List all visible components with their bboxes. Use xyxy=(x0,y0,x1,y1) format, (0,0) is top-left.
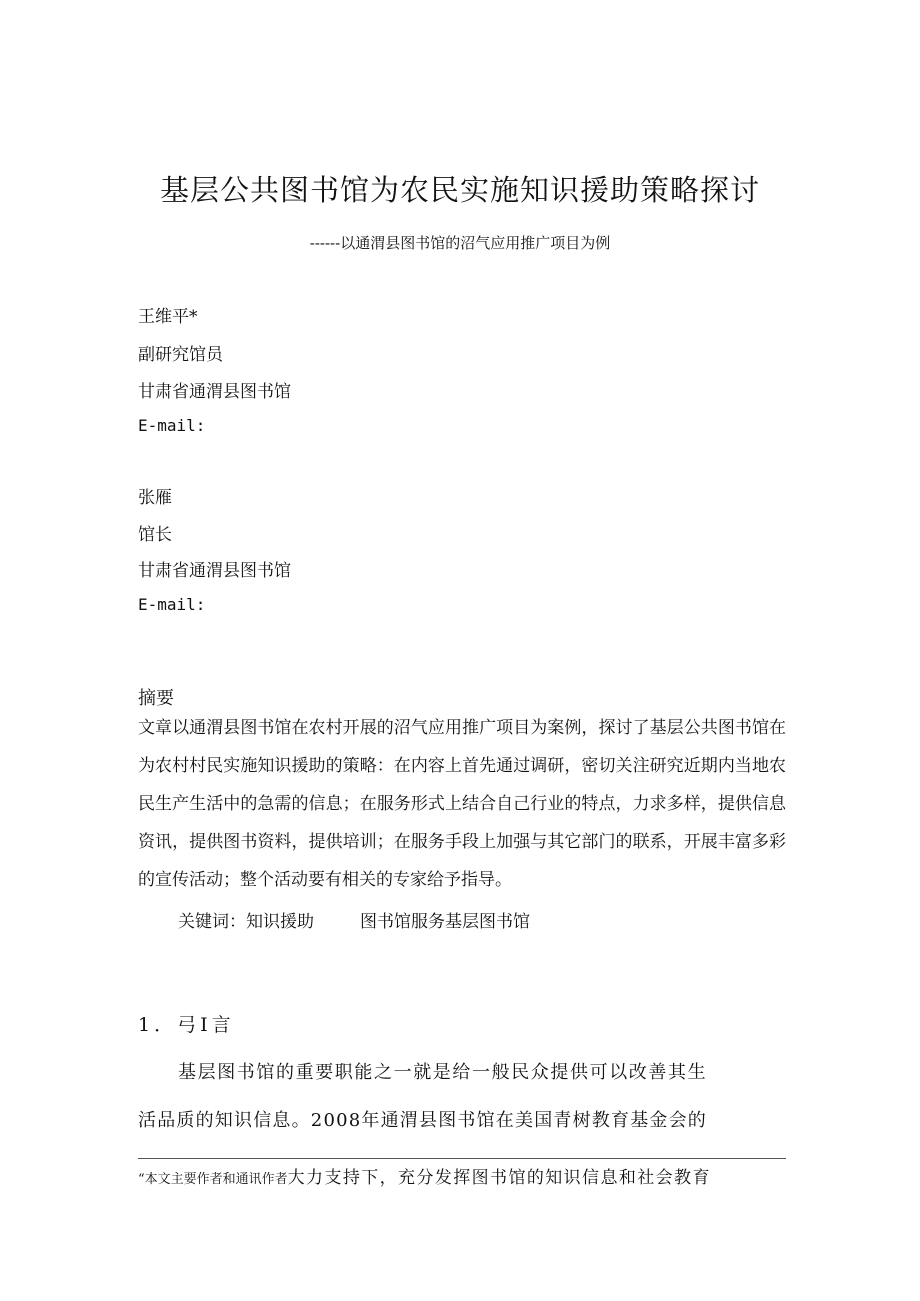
abstract-body xyxy=(138,716,786,906)
author-2-email-label: E-mail: xyxy=(138,595,206,614)
author-1-position: 副研究馆员 xyxy=(138,345,223,365)
keyword-first: 知识援助 xyxy=(246,912,314,932)
keyword-rest: 图书馆服务基层图书馆 xyxy=(360,912,530,932)
abstract-line: 为农村村民实施知识援助的策略：在内容上首先通过调研，密切关注研究近期内当地农 xyxy=(138,756,786,776)
author-1-institution: 甘肃省通渭县图书馆 xyxy=(138,382,291,402)
footnote xyxy=(138,1163,711,1188)
abstract-line: 的宣传活动；整个活动要有相关的专家给予指导。 xyxy=(138,870,512,890)
footnote-note: “本文主要作者和通讯作者 xyxy=(138,1172,288,1187)
section-1-heading: 1．弓I言 xyxy=(138,1014,235,1036)
document-title: 基层公共图书馆为农民实施知识援助策略探讨 xyxy=(159,173,760,207)
author-1-email-label: E-mail: xyxy=(138,416,206,435)
abstract-line: 资讯，提供图书资料，提供培训；在服务手段上加强与其它部门的联系，开展丰富多彩 xyxy=(138,832,786,852)
document-subtitle: ------以通渭县图书馆的沼气应用推广项目为例 xyxy=(309,234,611,252)
section-1-line-1: 基层图书馆的重要职能之一就是给一般民众提供可以改善其生 xyxy=(178,1062,708,1083)
footnote-continuation: 大力支持下，充分发挥图书馆的知识信息和社会教育 xyxy=(287,1168,711,1188)
footnote-divider xyxy=(138,1158,786,1159)
abstract-line: 文章以通渭县图书馆在农村开展的沼气应用推广项目为案例，探讨了基层公共图书馆在 xyxy=(138,718,786,738)
author-2-name: 张雁 xyxy=(138,488,172,508)
author-1-name: 王维平* xyxy=(138,307,198,327)
author-2-institution: 甘肃省通渭县图书馆 xyxy=(138,561,291,581)
abstract-line: 民生产生活中的急需的信息；在服务形式上结合自己行业的特点，力求多样，提供信息 xyxy=(138,794,786,814)
author-2-position: 馆长 xyxy=(138,525,172,545)
keywords xyxy=(178,907,530,932)
section-1-line-2: 活品质的知识信息。2008年通渭县图书馆在美国青树教育基金会的 xyxy=(138,1110,708,1131)
keywords-label: 关键词： xyxy=(178,912,246,932)
abstract-heading: 摘要 xyxy=(138,688,174,709)
